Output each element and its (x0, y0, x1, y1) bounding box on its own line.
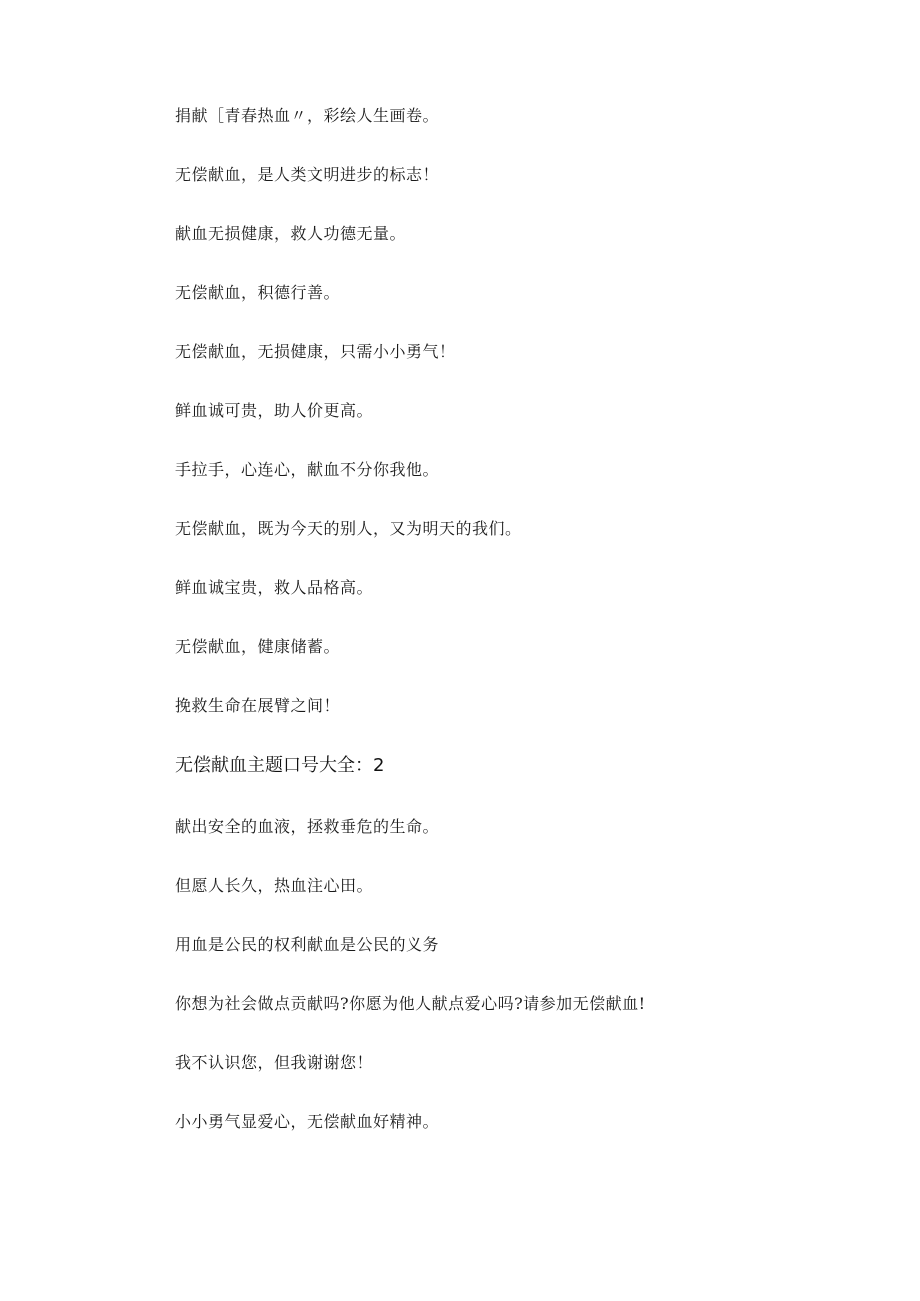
slogan-line: 用血是公民的权利献血是公民的义务 (175, 935, 440, 954)
slogan-line: 捐献［青春热血〃，彩绘人生画卷。 (175, 106, 440, 125)
slogan-line: 手拉手，心连心，献血不分你我他。 (175, 460, 440, 479)
slogan-line: 你想为社会做点贡献吗?你愿为他人献点爱心吗?请参加无偿献血! (175, 994, 646, 1013)
slogan-line: 小小勇气显爱心，无偿献血好精神。 (175, 1112, 440, 1131)
slogan-line: 无偿献血，积德行善。 (175, 283, 341, 302)
slogan-line: 挽救生命在展臂之间！ (175, 696, 341, 715)
slogan-line: 献出安全的血液，拯救垂危的生命。 (175, 817, 440, 836)
slogan-line: 但愿人长久，热血注心田。 (175, 876, 374, 895)
slogan-line: 鲜血诚宝贵，救人品格高。 (175, 578, 374, 597)
section-heading: 无偿献血主题口号大全：2 (175, 755, 385, 776)
slogan-line: 献血无损健康，救人功德无量。 (175, 224, 407, 243)
slogan-line: 无偿献血，既为今天的别人，又为明天的我们。 (175, 519, 522, 538)
slogan-line: 无偿献血，无损健康，只需小小勇气！ (175, 342, 456, 361)
slogan-line: 鲜血诚可贵，助人价更高。 (175, 401, 374, 420)
slogan-line: 无偿献血，是人类文明进步的标志！ (175, 165, 440, 184)
slogan-line: 无偿献血，健康储蓄。 (175, 637, 341, 656)
document-body (175, 104, 815, 1169)
slogan-line: 我不认识您，但我谢谢您！ (175, 1053, 374, 1072)
